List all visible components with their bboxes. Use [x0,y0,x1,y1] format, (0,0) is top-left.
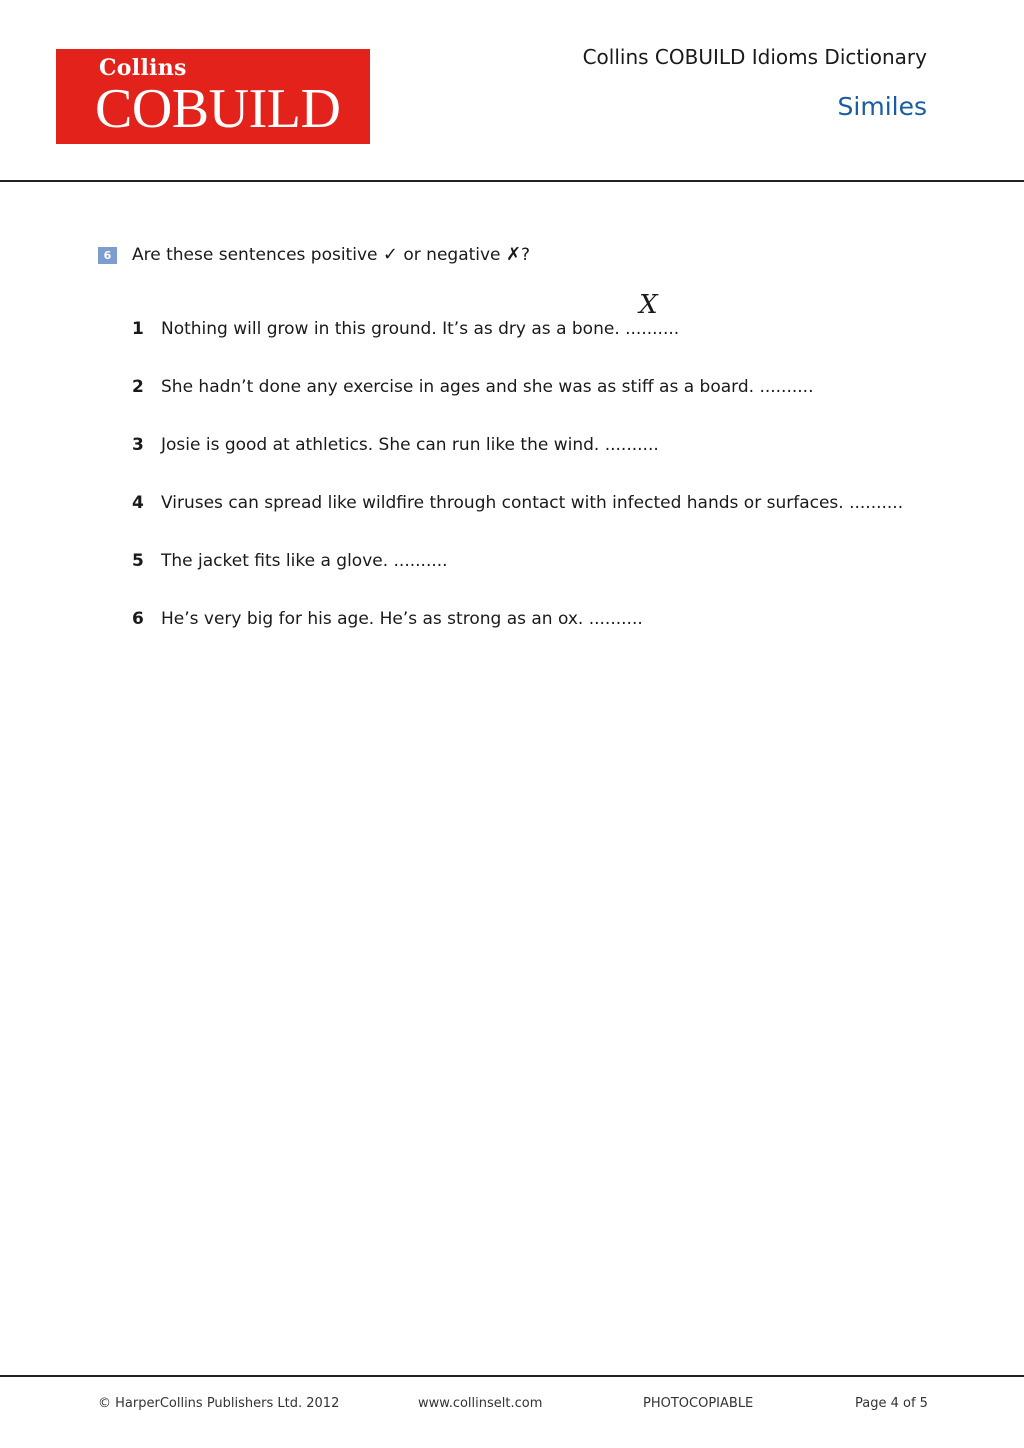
question-item [132,490,903,516]
instruction-text-end: ? [521,245,531,265]
answer-blank[interactable] [849,490,903,516]
question-text: Josie is good at athletics. She can run like the wind. [161,435,605,455]
instruction-text-start: Are these sentences positive [132,245,378,265]
footer-divider [0,1375,1024,1377]
answer-blank[interactable] [605,432,659,458]
exercise-number-badge: 6 [98,247,117,264]
answer-dots: .......... [604,435,659,455]
question-text: The jacket fits like a glove. [161,551,394,571]
question-item [132,290,680,342]
answer-blank[interactable] [589,606,643,632]
question-item [132,606,643,632]
collins-cobuild-logo [56,49,370,144]
header-divider [0,180,1024,182]
question-number: 4 [132,493,144,513]
question-number: 6 [132,609,144,629]
answer-blank[interactable] [759,374,813,400]
question-number: 3 [132,435,144,455]
answer-dots: .......... [393,551,448,571]
question-item [132,374,813,400]
question-text: He’s very big for his age. He’s as strong as an ox. [161,609,589,629]
answer-blank[interactable] [625,290,680,342]
question-number: 2 [132,377,144,397]
checkmark-icon: ✓ [382,244,398,265]
question-item [132,432,659,458]
logo-cobuild-text: COBUILD [95,78,341,140]
answer-blank[interactable] [394,548,448,574]
exercise-instruction [132,242,530,268]
answer-dots: .......... [849,493,904,513]
question-number: 5 [132,551,144,571]
footer-photocopiable: PHOTOCOPIABLE [643,1396,754,1411]
cross-icon: ✗ [505,244,522,265]
instruction-connector: or negative [403,245,501,265]
question-text: She hadn’t done any exercise in ages and she was as stiff as a board. [161,377,760,397]
footer-copyright: © HarperCollins Publishers Ltd. 2012 [98,1396,340,1411]
footer-page-number: Page 4 of 5 [855,1396,928,1411]
logo-collins-text: Collins [99,55,187,81]
section-title: Similes [837,92,927,121]
question-text: Viruses can spread like wildfire through contact with infected hands or surfaces. [161,493,850,513]
footer-website-link[interactable]: www.collinselt.com [418,1396,543,1411]
dictionary-title: Collins COBUILD Idioms Dictionary [582,45,927,69]
handwritten-answer: X [639,290,658,320]
answer-dots: .......... [759,377,814,397]
question-item [132,548,448,574]
question-text: Nothing will grow in this ground. It’s as dry as a bone. [161,319,626,339]
question-number: 1 [132,319,144,339]
answer-dots: .......... [588,609,643,629]
answer-dots: .......... [625,319,680,339]
